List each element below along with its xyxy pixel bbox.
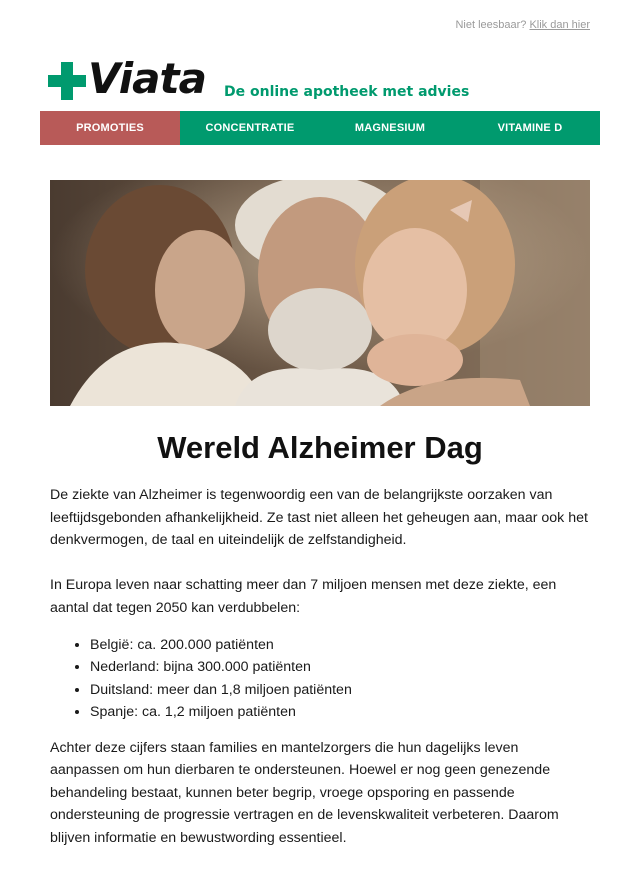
article-title: Wereld Alzheimer Dag (157, 430, 483, 465)
list-item: • Spanje: ca. 1,2 miljoen patiënten (90, 701, 590, 724)
nav-item-promoties[interactable]: PROMOTIES (40, 111, 180, 145)
article-paragraph: De ziekte van Alzheimer is tegenwoordig een van de belangrijkste oorzaken van leeftijdsgebonden afhankelijkheid. Ze tast niet alleen het geheugen aan, maar ook het denkvermogen, de taal en uiteindelijk de zelfstandigheid. (50, 487, 588, 548)
preheader (455, 19, 590, 31)
list-item: • Nederland: bijna 300.000 patiënten (90, 656, 590, 679)
list-item: • België: ca. 200.000 patiënten (90, 634, 590, 657)
logo-tagline: De online apotheek met advies (224, 84, 470, 100)
nav-item-magnesium[interactable]: MAGNESIUM (354, 122, 426, 134)
preheader-text: Niet leesbaar? (455, 19, 527, 31)
article-paragraph: Achter deze cijfers staan families en mantelzorgers die hun dagelijks leven aanpassen om hun dierbaren te ondersteunen. Hoewel er nog geen genezende behandeling bestaat, kunnen beter begrip, vroege opsporing en passende ondersteuning de progressie vertragen en de levenskwaliteit verbeteren. Daarom blijven informatie en bewustwording essentieel. (50, 739, 559, 846)
main-navigation (40, 111, 600, 145)
article-body (50, 484, 590, 872)
logo-wordmark: Viata (88, 54, 206, 103)
hero-image[interactable] (50, 180, 590, 406)
view-in-browser-link[interactable]: Klik dan hier (529, 19, 590, 31)
brand-logo[interactable] (48, 54, 608, 104)
nav-item-concentratie[interactable]: CONCENTRATIE (205, 122, 295, 134)
nav-item-vitamine-d[interactable]: VITAMINE D (497, 122, 563, 134)
hero-illustration (50, 180, 590, 406)
list-item: • Duitsland: meer dan 1,8 miljoen patiënten (90, 679, 590, 702)
article-paragraph: In Europa leven naar schatting meer dan 7 miljoen mensen met deze ziekte, een aantal dat tegen 2050 kan verdubbelen: (50, 577, 557, 616)
pharmacy-cross-icon (48, 62, 86, 100)
statistics-list (50, 634, 590, 724)
